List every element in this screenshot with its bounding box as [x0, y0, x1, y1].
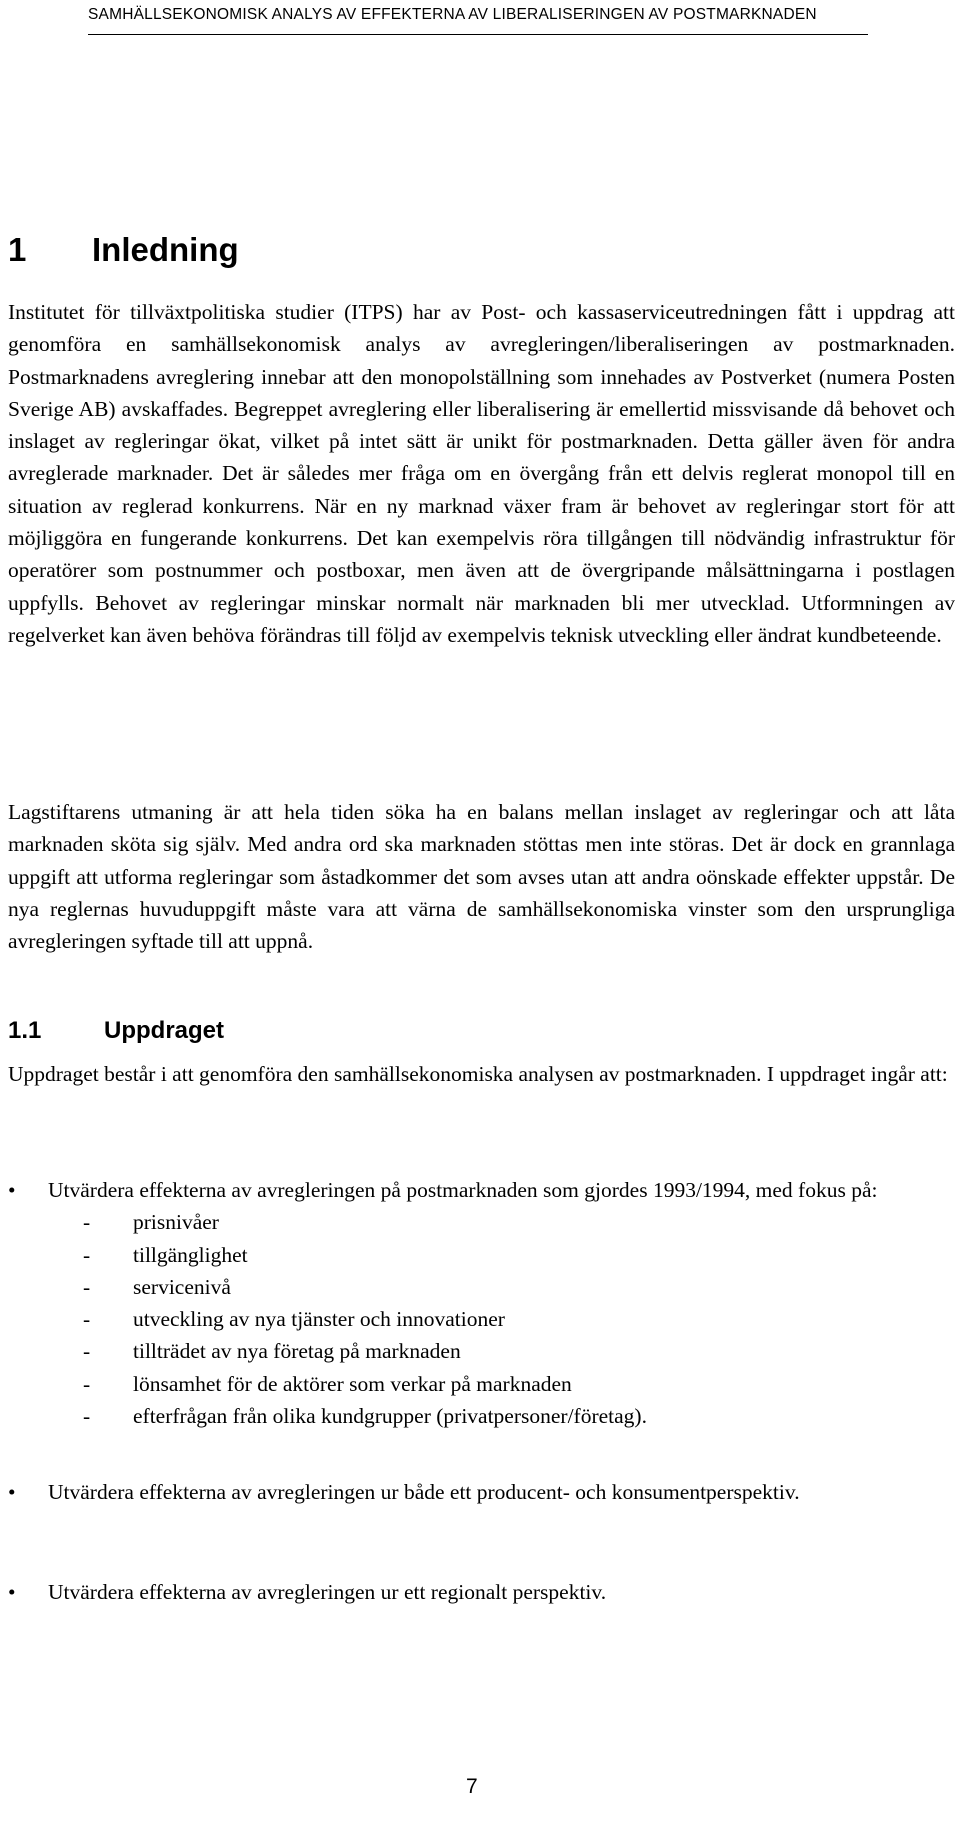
bullet-list-3: [8, 1576, 955, 1608]
body-paragraph-1: Institutet för tillväxtpolitiska studier (ITPS) har av Post- och kassaserviceutredningen fått i uppdrag att genomföra en samhällsekonomisk analys av avregleringen/liberaliseringen av postmarknaden. Postmarknadens avreglering innebar att den monopolställning som innehades av Postverket (numera Posten Sverige AB) avskaffades. Begreppet avreglering eller liberalisering är emellertid missvisande då behovet och inslaget av regleringar ökat, vilket på intet sätt är unikt för postmarknaden. Detta gäller även för andra avreglerade marknader. Det är således mer fråga om en övergång från ett delvis reglerat monopol till en situation av reglerad konkurrens. När en ny marknad växer fram är behovet av regleringar stort för att möjliggöra en fungerande konkurrens. Det kan exempelvis röra tillgången till nödvändig infrastruktur för operatörer som postnummer och postboxar, men även att de övergripande målsättningarna i postlagen uppfylls. Behovet av regleringar minskar normalt när marknaden bli mer utvecklad. Utformningen av regelverket kan även behöva förändras till följd av exempelvis teknisk utveckling eller ändrat kundbeteende.: [8, 300, 955, 647]
header-rule: [88, 34, 868, 35]
bullet-marker: •: [8, 1480, 16, 1504]
sub-list: [8, 1206, 955, 1432]
section-heading: [8, 1016, 224, 1046]
body-paragraph-2: Lagstiftarens utmaning är att hela tiden söka ha en balans mellan inslaget av regleringar och att låta marknaden sköta sig själv. Med andra ord ska marknaden stöttas men inte störas. Det är dock en grannlaga uppgift att utforma regleringar som åstadkommer det som avses utan att andra oönskade effekter uppstår. De nya reglernas huvuduppgift måste vara att värna de samhällsekonomiska vinster som den ursprungliga avregleringen syftade till att uppnå.: [8, 800, 955, 954]
page-number: 7: [466, 1775, 478, 1798]
section-intro-paragraph: Uppdraget består i att genomföra den samhällsekonomiska analysen av postmarknaden. I uppdraget ingår att:: [8, 1062, 948, 1086]
sub-item-text: utveckling av nya tjänster och innovationer: [133, 1307, 505, 1332]
dash-marker: -: [83, 1339, 91, 1364]
dash-marker: -: [83, 1274, 91, 1299]
sub-item-text: tillgänglighet: [133, 1242, 248, 1267]
sublist-container: [8, 1206, 955, 1432]
dash-marker: -: [83, 1210, 91, 1235]
bullet-marker: •: [8, 1580, 16, 1604]
sub-list-item: [83, 1206, 955, 1238]
dash-marker: -: [83, 1371, 91, 1396]
sub-item-text: prisnivåer: [133, 1210, 219, 1235]
bullet-list-2: [8, 1476, 955, 1508]
chapter-number: 1: [8, 231, 27, 268]
dash-marker: -: [83, 1242, 91, 1267]
sub-list-item: [83, 1303, 955, 1335]
sub-item-text: tillträdet av nya företag på marknaden: [133, 1339, 461, 1364]
dash-marker: -: [83, 1307, 91, 1332]
sub-item-text: lönsamhet för de aktörer som verkar på marknaden: [133, 1371, 572, 1396]
sub-list-item: [83, 1400, 955, 1432]
sub-list-item: [83, 1368, 955, 1400]
bullet-item: [8, 1174, 955, 1206]
sub-list-item: [83, 1335, 955, 1367]
section-number: 1.1: [8, 1017, 42, 1044]
running-header: SAMHÄLLSEKONOMISK ANALYS AV EFFEKTERNA AV LIBERALISERINGEN AV POSTMARKNADEN: [88, 6, 817, 23]
bullet-item: [8, 1476, 955, 1508]
bullet-item: [8, 1576, 955, 1608]
sub-item-text: servicenivå: [133, 1274, 231, 1299]
sub-list-item: [83, 1271, 955, 1303]
bullet-list-1: [8, 1174, 955, 1432]
dash-marker: -: [83, 1404, 91, 1429]
bullet-text: Utvärdera effekterna av avregleringen på postmarknaden som gjordes 1993/1994, med fokus på:: [48, 1178, 878, 1202]
bullet-marker: •: [8, 1178, 16, 1202]
chapter-title: Inledning: [92, 231, 239, 268]
bullet-text: Utvärdera effekterna av avregleringen ur ett regionalt perspektiv.: [48, 1580, 607, 1604]
sub-list-item: [83, 1239, 955, 1271]
sub-item-text: efterfrågan från olika kundgrupper (privatpersoner/företag).: [133, 1404, 647, 1429]
chapter-heading: [8, 230, 239, 270]
bullet-text: Utvärdera effekterna av avregleringen ur både ett producent- och konsumentperspektiv.: [48, 1480, 800, 1504]
section-title: Uppdraget: [104, 1017, 224, 1044]
